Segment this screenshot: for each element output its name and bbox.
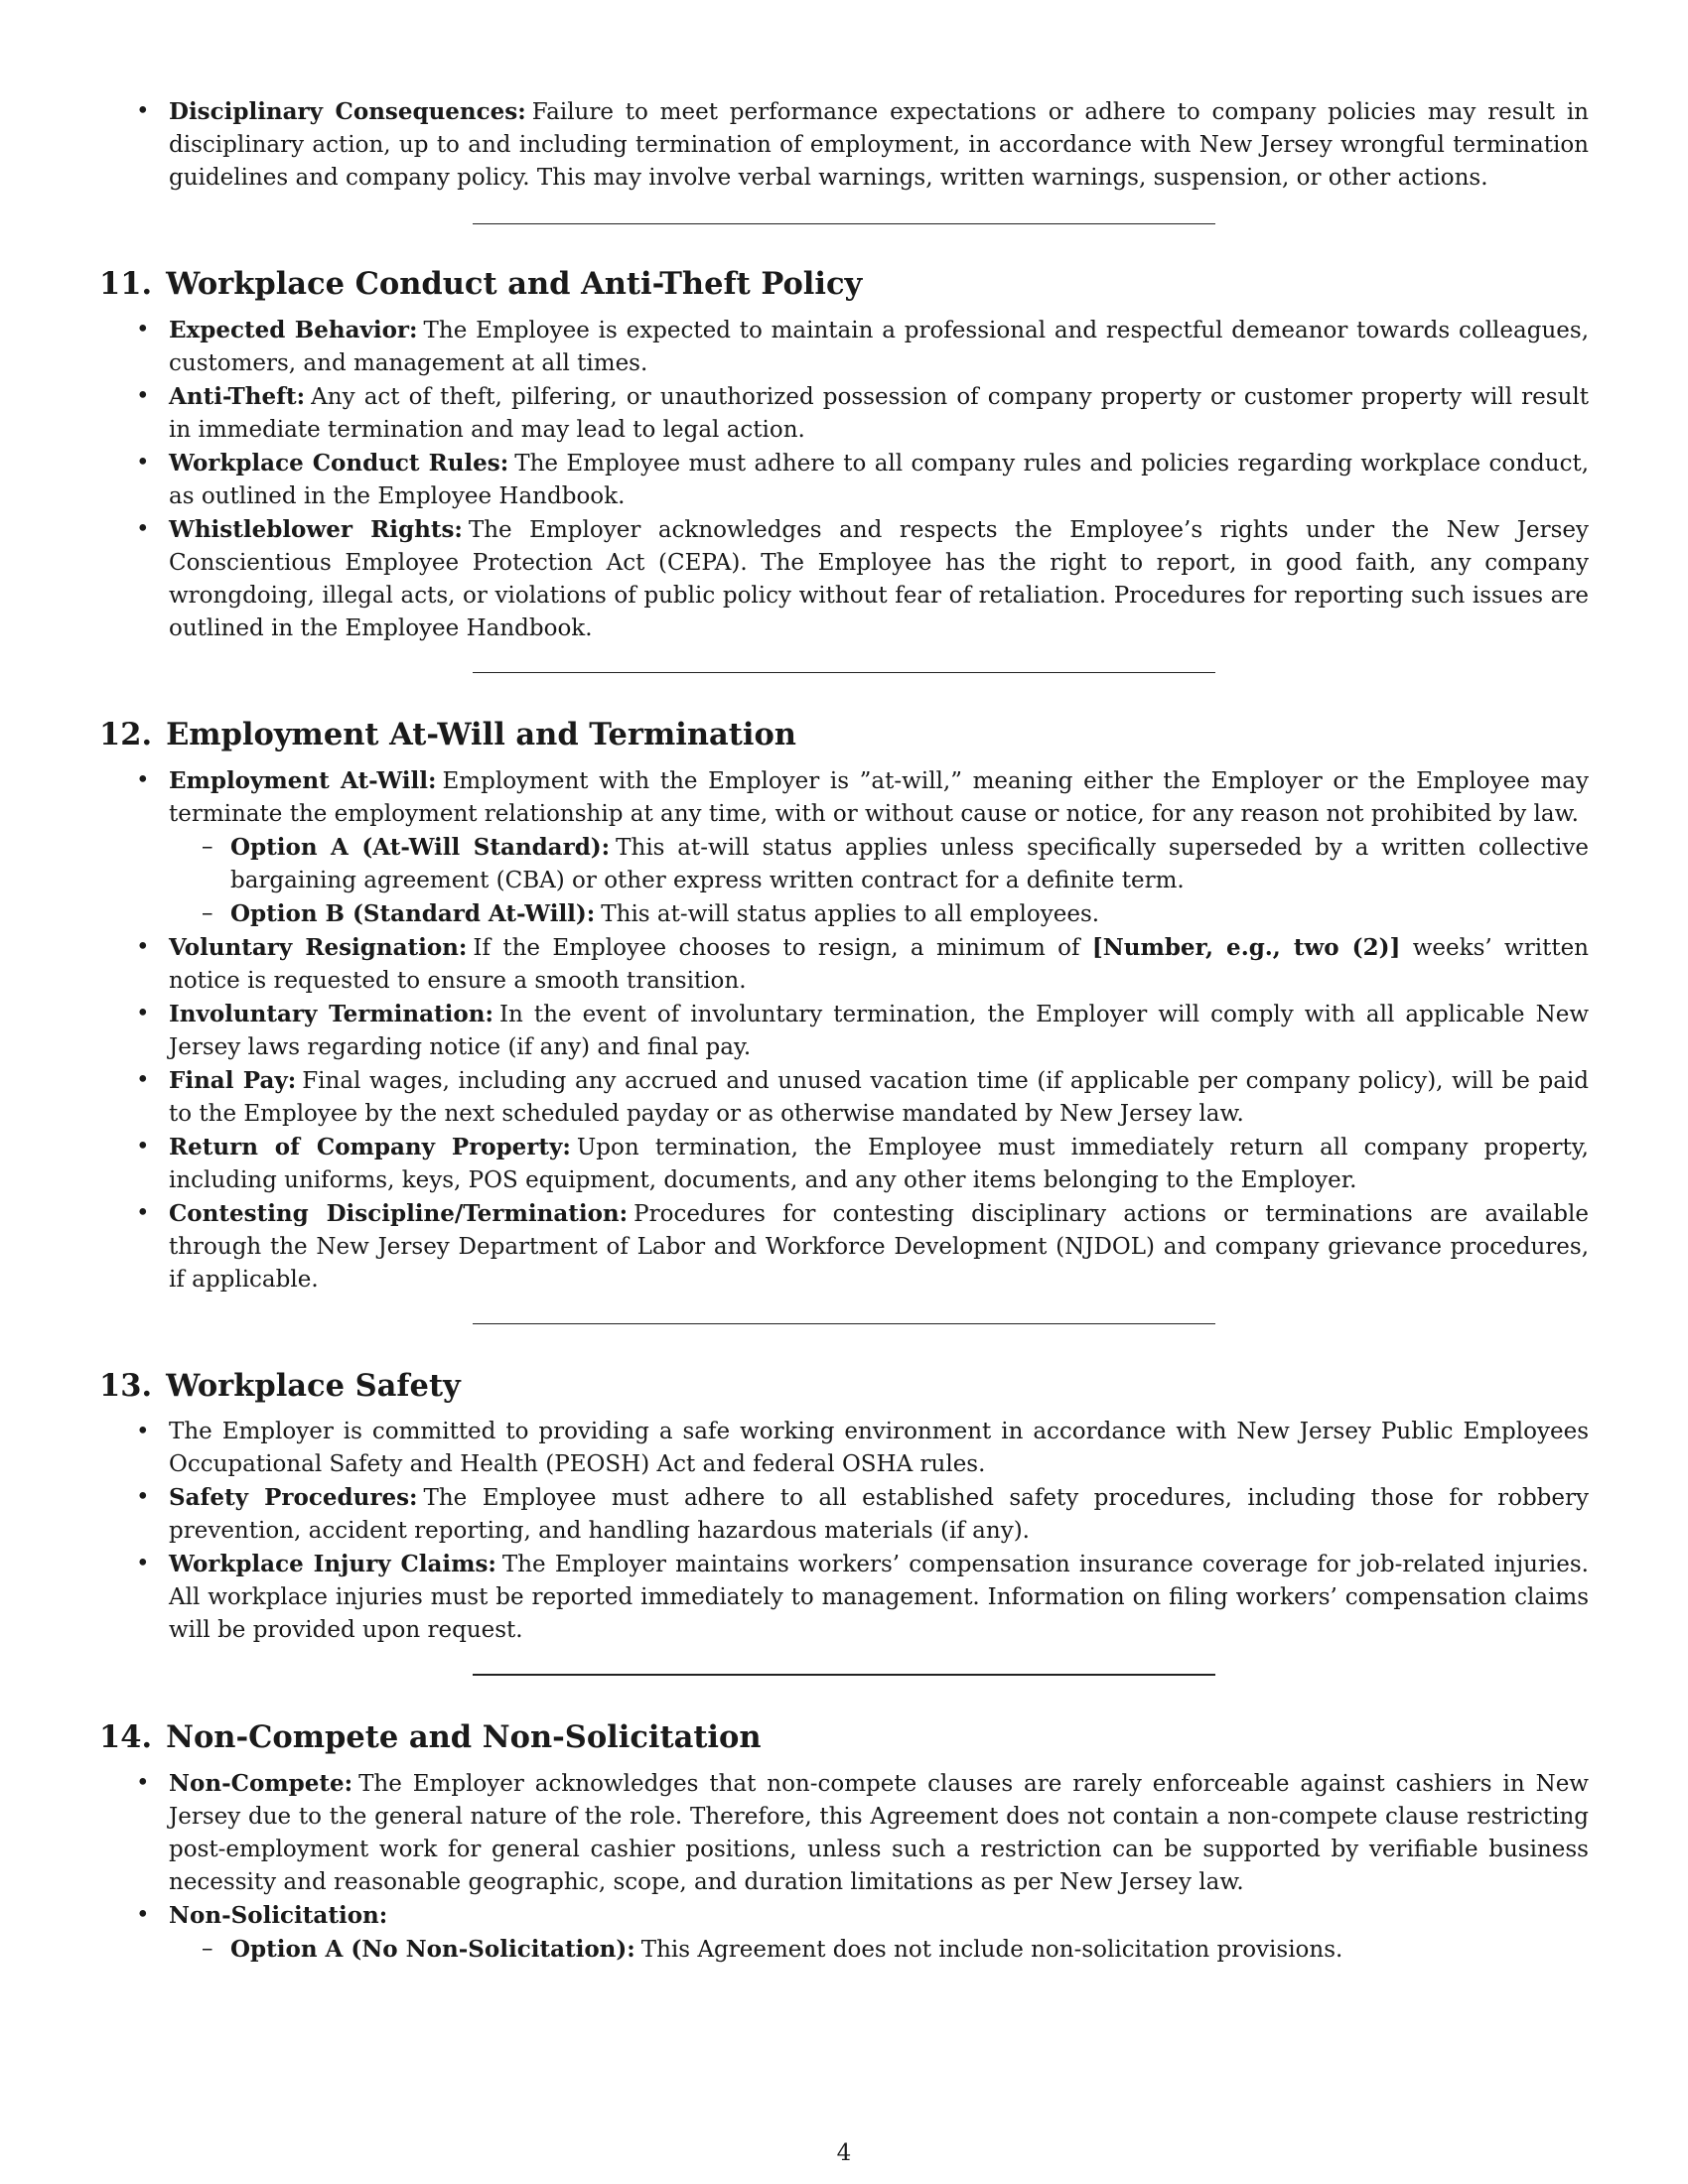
section-divider — [473, 1674, 1215, 1676]
list-item — [99, 1064, 1589, 1131]
section-heading-14 — [99, 1717, 1589, 1757]
item-term: Non-Solicitation: — [169, 1902, 388, 1929]
item-text: Employment with the Employer is ”at-will,” meaning either the Employer or the Employee may terminate the employment relationship at any time, with or without cause or notice, for any reason not prohibited by law. — [169, 768, 1589, 827]
section-13-list — [99, 1416, 1589, 1647]
item-term: Whistleblower Rights: — [169, 516, 463, 543]
list-item — [99, 513, 1589, 645]
section-title: Workplace Safety — [166, 1368, 461, 1404]
continued-list — [99, 95, 1589, 195]
placeholder-bracket: [Number, e.g., two (2)] — [1091, 934, 1401, 961]
list-item — [99, 1416, 1589, 1481]
item-text: Any act of theft, pilfering, or unauthorized possession of company property or customer property will result in immediate termination and may lead to legal action. — [169, 384, 1589, 443]
section-number: 11. — [99, 266, 153, 302]
option-term: Option B (Standard At-Will): — [230, 900, 596, 927]
item-text: The Employer is committed to providing a safe working environment in accordance with New Jersey Public Employees Occupational Safety and Health (PEOSH) Act and federal OSHA rules. — [169, 1419, 1589, 1477]
section-number: 14. — [99, 1719, 153, 1755]
section-divider — [473, 672, 1215, 673]
item-term: Non-Compete: — [169, 1770, 353, 1797]
item-term: Workplace Injury Claims: — [169, 1551, 496, 1577]
item-text: The Employer acknowledges and respects the Employee’s rights under the New Jersey Conscientious Employee Protection Act (CEPA). The Employee has the right to report, in good faith, any company wrongdoing, illegal acts, or violations of public policy without fear of retaliation. Procedures for reporting such issues are outlined in the Employee Handbook. — [169, 517, 1589, 641]
item-text: The Employee must adhere to all established safety procedures, including those for robbery prevention, accident reporting, and handling hazardous materials (if any). — [169, 1485, 1589, 1544]
option-item — [169, 897, 1589, 931]
item-term: Workplace Conduct Rules: — [169, 450, 509, 477]
list-item — [99, 1481, 1589, 1548]
item-text: Procedures for contesting disciplinary actions or terminations are available through the New Jersey Department of Labor and Workforce Development (NJDOL) and company grievance procedures, if applicable. — [169, 1201, 1589, 1293]
item-term: Employment At-Will: — [169, 767, 437, 794]
list-item — [99, 1197, 1589, 1297]
list-item — [99, 95, 1589, 195]
list-item — [99, 764, 1589, 931]
list-item — [99, 998, 1589, 1064]
item-term: Disciplinary Consequences: — [169, 98, 526, 125]
item-text: Final wages, including any accrued and unused vacation time (if applicable per company policy), will be paid to the Employee by the next scheduled payday or as otherwise mandated by New Jersey law. — [169, 1068, 1589, 1127]
item-text: The Employer maintains workers’ compensation insurance coverage for job-related injuries. All workplace injuries must be reported immediately to management. Information on filing workers’ compensation claims will be provided upon request. — [169, 1552, 1589, 1643]
option-term: Option A (No Non-Solicitation): — [230, 1936, 635, 1963]
option-term: Option A (At-Will Standard): — [230, 834, 611, 861]
item-term: Contesting Discipline/Termination: — [169, 1200, 629, 1227]
page-number: 4 — [836, 2140, 852, 2166]
section-divider — [473, 1323, 1215, 1324]
list-item — [99, 1767, 1589, 1899]
list-item — [99, 380, 1589, 447]
item-term: Involuntary Termination: — [169, 1001, 493, 1027]
option-text: This at-will status applies unless specifically superseded by a written collective bargaining agreement (CBA) or other express written contract for a definite term. — [230, 835, 1590, 893]
item-text: In the event of involuntary termination, the Employer will comply with all applicable New Jersey laws regarding notice (if any) and final pay. — [169, 1002, 1590, 1060]
list-item — [99, 1548, 1589, 1647]
item-text: Failure to meet performance expectations or adhere to company policies may result in disciplinary action, up to and including termination of employment, in accordance with New Jersey wrongful termination guidelines and company policy. This may involve verbal warnings, written warnings, suspension, or other actions. — [169, 99, 1589, 191]
section-11-list — [99, 314, 1589, 645]
section-number: 13. — [99, 1368, 153, 1404]
page-content — [99, 95, 1589, 1967]
item-term: Safety Procedures: — [169, 1484, 418, 1511]
option-sublist — [169, 831, 1589, 931]
item-text: weeks’ written notice is requested to ensure a smooth transition. — [169, 935, 1589, 994]
item-text: Upon termination, the Employee must immediately return all company property, including uniforms, keys, POS equipment, documents, and any other items belonging to the Employer. — [169, 1135, 1589, 1193]
item-text: The Employee must adhere to all company rules and policies regarding workplace conduct, as outlined in the Employee Handbook. — [169, 451, 1590, 509]
item-text: If the Employee chooses to resign, a minimum of — [473, 935, 1080, 961]
item-term: Expected Behavior: — [169, 317, 418, 343]
list-item — [99, 931, 1589, 998]
section-heading-11 — [99, 264, 1589, 304]
section-12-list — [99, 764, 1589, 1297]
section-title: Employment At-Will and Termination — [166, 717, 796, 752]
section-divider — [473, 223, 1215, 224]
list-item — [99, 1131, 1589, 1197]
item-term: Voluntary Resignation: — [169, 934, 468, 961]
option-item — [169, 1933, 1589, 1967]
item-term: Anti-Theft: — [169, 383, 306, 410]
section-title: Workplace Conduct and Anti-Theft Policy — [166, 266, 863, 302]
section-title: Non-Compete and Non-Solicitation — [166, 1719, 762, 1755]
option-sublist — [169, 1933, 1589, 1967]
item-term: Return of Company Property: — [169, 1134, 571, 1160]
item-term: Final Pay: — [169, 1067, 297, 1094]
option-item — [169, 831, 1589, 897]
list-item — [99, 1899, 1589, 1967]
section-14-list — [99, 1767, 1589, 1967]
section-number: 12. — [99, 717, 153, 752]
option-text: This Agreement does not include non-solicitation provisions. — [640, 1937, 1343, 1963]
option-text: This at-will status applies to all employees. — [601, 901, 1100, 927]
section-heading-13 — [99, 1366, 1589, 1406]
section-heading-12 — [99, 715, 1589, 754]
item-text: The Employee is expected to maintain a professional and respectful demeanor towards colleagues, customers, and management at all times. — [169, 318, 1590, 376]
list-item — [99, 314, 1589, 380]
list-item — [99, 447, 1589, 513]
item-text: The Employer acknowledges that non-compete clauses are rarely enforceable against cashiers in New Jersey due to the general nature of the role. Therefore, this Agreement does not contain a non-compete clause restricting post-employment work for general cashier positions, unless such a restriction can be supported by verifiable business necessity and reasonable geographic, scope, and duration limitations as per New Jersey law. — [169, 1771, 1589, 1895]
